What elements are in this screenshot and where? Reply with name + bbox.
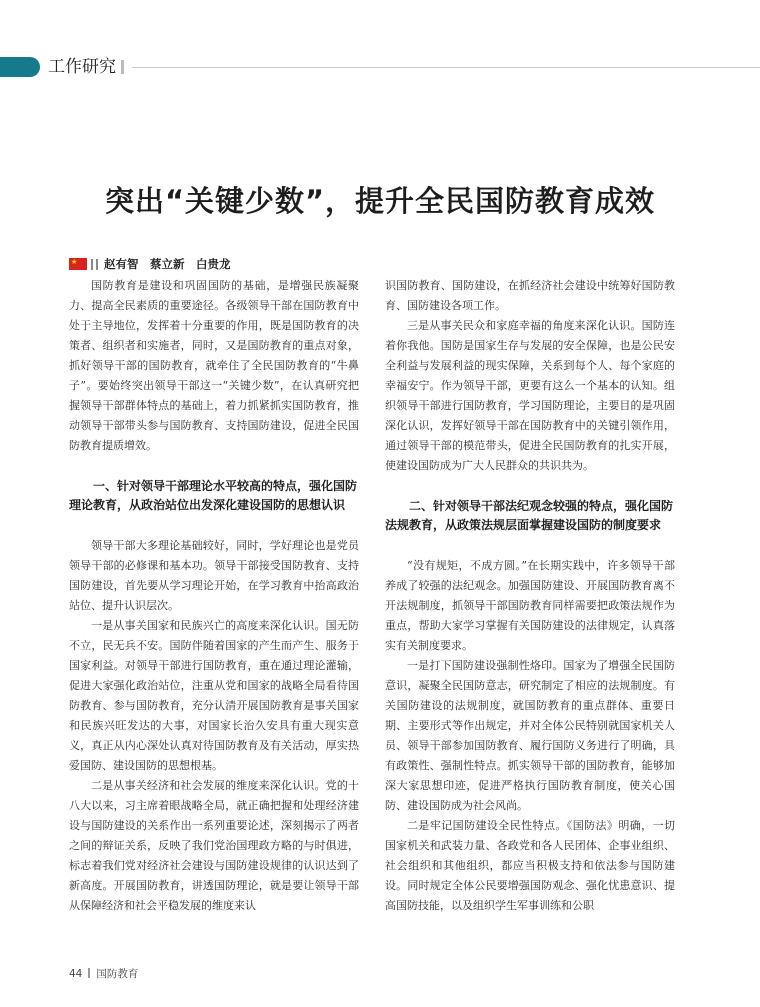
paragraph: 领导干部大多理论基础较好，同时，学好理论也是党员领导干部的必修课和基本功。领导干部接受国防教育、支持国防建设，首先要从学习理论开始，在学习教育中抬高政治站位、提升认识层次。 bbox=[69, 539, 359, 612]
section-heading-2: 二、针对领导干部法纪观念较强的特点，强化国防法规教育，从政策法规层面掌握建设国防的制度要求 bbox=[385, 499, 674, 532]
header-rule bbox=[132, 67, 760, 68]
paragraph: 国防教育是建设和巩固国防的基础，是增强民族凝聚力、提高全民素质的重要途径。各级领导干部在国防教育中处于主导地位，发挥着十分重要的作用，既是国防教育的决策者、组织者和实施者，同时，又是国防教育的重点对象，抓好领导干部的国防教育，就牵住了全民国防教育的“牛鼻子”。要始终突出领导干部这一“关键少数”，在认真研究把握领导干部群体特点的基础上，着力抓紧抓实国防教育，推动领导干部带头参与国防教育、支持国防建设，促进全民国防教育提质增效。 bbox=[69, 279, 359, 452]
section-tab-marker bbox=[0, 57, 40, 77]
byline-divider bbox=[96, 259, 98, 270]
page-number: 44 bbox=[69, 968, 83, 980]
china-flag-icon: ★ bbox=[69, 258, 87, 270]
section-header bbox=[0, 56, 760, 78]
paragraph: 一是从事关国家和民族兴亡的高度来深化认识。国无防不立，民无兵不安。国防伴随着国家的产生而产生、服务于国家利益。对领导干部进行国防教育，重在通过理论灌输，促进大家强化政治站位，注重从党和国家的战略全局看待国防教育、参与国防教育，充分认清开展国防教育是事关国家和民族兴旺发达的大事，对国家长治久安具有重大现实意义，真正从内心深处认真对待国防教育及有关活动，厚实热爱国防、建设国防的思想根基。 bbox=[69, 619, 359, 772]
footer-divider bbox=[88, 968, 90, 978]
page-footer bbox=[69, 966, 138, 981]
paragraph: 二是从事关经济和社会发展的维度来深化认识。党的十八大以来，习主席着眼战略全局，就正确把握和处理经济建设与国防建设的关系作出一系列重要论述，深刻揭示了两者之间的辩证关系，反映了我们党治国理政方略的与时俱进，标志着我们党对经济社会建设与国防建设规律的认识达到了新高度。开展国防教育，讲透国防理论，就是要让领导干部从保障经济和社会平稳发展的维度来认 bbox=[69, 779, 359, 912]
section-divider bbox=[121, 60, 124, 74]
paragraph: 一是打下国防建设强制性烙印。国家为了增强全民国防意识，凝聚全民国防意志，研究制定了相应的法规制度。有关国防建设的法规制度，就国防教育的重点群体、重要日期、主要形式等作出规定，并对全体公民特别就国家机关人员、领导干部参加国防教育、履行国防义务进行了明确，具有政策性、强制性特点。抓实领导干部的国防教育，能够加深大家思想印迹，促进严格执行国防教育制度，使关心国防、建设国防成为社会风尚。 bbox=[385, 659, 675, 812]
section-heading-1: 一、针对领导干部理论水平较高的特点，强化国防理论教育，从政治站位出发深化建设国防的思想认识 bbox=[69, 479, 358, 512]
article-title: 突出“关键少数”，提升全民国防教育成效 bbox=[104, 184, 656, 219]
paragraph: “没有规矩，不成方圆。”在长期实践中，许多领导干部养成了较强的法纪观念。加强国防建设、开展国防教育离不开法规制度，抓领导干部国防教育同样需要把政策法规作为重点，帮助大家学习掌握有关国防建设的法律规定，认真落实有关制度要求。 bbox=[385, 559, 675, 652]
paragraph: 二是牢记国防建设全民性特点。《国防法》明确，一切国家机关和武装力量、各政党和各人民团体、企事业组织、社会组织和其他组织，都应当积极支持和依法参与国防建设。同时规定全体公民要增强国防观念、强化忧患意识、提高国防技能，以及组织学生军事训练和公职 bbox=[385, 819, 675, 912]
left-column bbox=[69, 276, 359, 916]
paragraph: 识国防教育、国防建设，在抓经济社会建设中统筹好国防教育、国防建设各项工作。 bbox=[385, 279, 675, 312]
section-label: 工作研究 bbox=[48, 57, 116, 77]
byline-divider bbox=[91, 259, 93, 270]
article-authors: 赵有智 蔡立新 白贵龙 bbox=[104, 257, 231, 271]
right-column bbox=[385, 276, 675, 916]
paragraph: 三是从事关民众和家庭幸福的角度来深化认识。国防连着你我他。国防是国家生存与发展的安全保障，也是公民安全利益与发展利益的现实保障，关系到每个人、每个家庭的幸福安宁。作为领导干部，更要有这么一个基本的认知。组织领导干部进行国防教育，学习国防理论，主要目的是巩固深化认识，发挥好领导干部在国防教育中的关键引领作用，通过领导干部的模范带头，促进全民国防教育的扎实开展，使建设国防成为广大人民群众的共识共为。 bbox=[385, 319, 675, 472]
journal-name: 国防教育 bbox=[96, 968, 139, 980]
